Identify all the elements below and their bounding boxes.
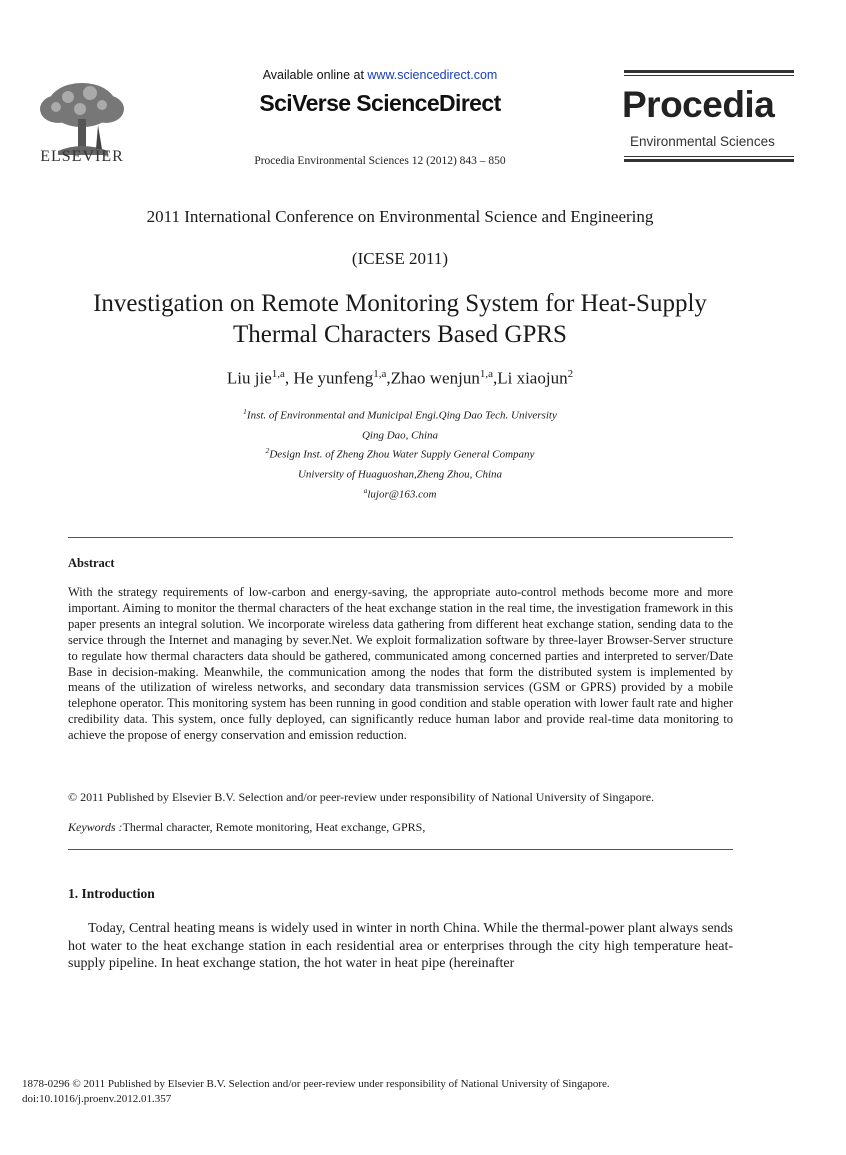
title-line-2: Thermal Characters Based GPRS (233, 321, 567, 348)
section-heading-introduction: 1. Introduction (68, 886, 155, 901)
available-prefix: Available online at (262, 68, 364, 82)
abstract-top-rule (68, 537, 733, 538)
elsevier-wordmark: ELSEVIER (40, 148, 124, 165)
journal-reference: Procedia Environmental Sciences 12 (2012) 843 – 850 (254, 155, 506, 167)
affiliation-email: $^a$lujor@163.com (363, 485, 437, 501)
author-name: Liu jie (226, 368, 272, 388)
keywords-label: Keywords : (68, 820, 123, 834)
procedia-logo: Procedia (622, 84, 775, 125)
author-separator: , (386, 368, 391, 388)
page-footer (22, 1077, 782, 1107)
sciencedirect-link[interactable]: www.sciencedirect.com (367, 68, 498, 82)
author-name: He yunfeng (293, 368, 374, 388)
abstract-bottom-rule (68, 849, 733, 850)
keywords-list: Thermal character, Remote monitoring, Heat exchange, GPRS, (122, 820, 426, 834)
introduction-paragraph: Today, Central heating means is widely used in winter in north China. While the thermal-power plant always sends hot water to the heat exchange station in each residential area or enterprises through the city high temperature heat-supply pipeline. In heat exchange station, the hot water in heat pipe (hereinafter (68, 921, 733, 971)
copyright-notice: © 2011 Published by Elsevier B.V. Selection and/or peer-review under responsibility of National University of Singapore. (68, 790, 655, 804)
footer-issn-line: 1878-0296 © 2011 Published by Elsevier B.V. Selection and/or peer-review under responsibility of National University of Singapore. (22, 1078, 610, 1090)
keywords-line (68, 820, 733, 835)
affiliation-line: $^1$Inst. of Environmental and Municipal Engi.Qing Dao Tech. University (243, 407, 557, 422)
conference-name: 2011 International Conference on Environmental Science and Engineering (146, 207, 654, 226)
affiliation-line: $^2$Design Inst. of Zheng Zhou Water Supply General Company (265, 446, 535, 461)
affiliations (0, 404, 800, 502)
brand-rule-top-thin (624, 75, 794, 76)
abstract-body: With the strategy requirements of low-carbon and energy-saving, the appropriate auto-control methods become more and more important. Aiming to monitor the thermal characters of the heat exchange station in the real time, the investigation framework in this paper presents an integral solution. We incorporate wireless data gathering from different heat exchange station, sending data to the service through the Internet and managing by sever.Net. We exploit formalization software by three-layer Browser-Server structure to regulate how thermal characters data should be gathered, communicated among concerned parties and interpreted to server/Date Base in decision-making. Meanwhile, the communication among the nodes that form the distributed system is implemented by means of the utilization of wireless networks, and secondary data transmission services (GSM or GPRS) provided by a mobile telephone operator. This monitoring system has been running in good condition and stable operation with lower fault rate and higher credibility data. This system, once fully deployed, can significantly reduce human labor and provide real-time data monitoring to achieve the propose of energy conservation and emission reduction. (68, 585, 733, 743)
author-separator: , (492, 368, 498, 388)
conference-abbreviation: (ICESE 2011) (351, 249, 449, 268)
paper-title (0, 288, 800, 350)
author-affiliation-mark: 2 (567, 368, 574, 380)
brand-rule-bottom-thin (624, 156, 794, 157)
author-name: Li xiaojun (497, 368, 568, 388)
author-name: Zhao wenjun (390, 368, 480, 388)
affiliation-line: University of Huaguoshan,Zheng Zhou, China (297, 468, 503, 481)
author-list (0, 368, 800, 389)
title-line-1: Investigation on Remote Monitoring System for Heat-Supply (93, 290, 707, 317)
abstract-heading: Abstract (68, 556, 115, 570)
author-affiliation-mark: 1,a (479, 368, 493, 380)
author-affiliation-mark: 1,a (271, 368, 285, 380)
sciverse-sciencedirect-logo: SciVerse ScienceDirect (259, 90, 501, 116)
author-affiliation-mark: 1,a (373, 368, 387, 380)
affiliation-line: Qing Dao, China (361, 429, 439, 442)
procedia-subtitle: Environmental Sciences (630, 134, 775, 149)
brand-rule-top (624, 70, 794, 73)
author-separator: , (284, 368, 294, 388)
footer-doi[interactable]: doi:10.1016/j.proenv.2012.01.357 (22, 1093, 172, 1105)
brand-rule-bottom (624, 159, 794, 162)
